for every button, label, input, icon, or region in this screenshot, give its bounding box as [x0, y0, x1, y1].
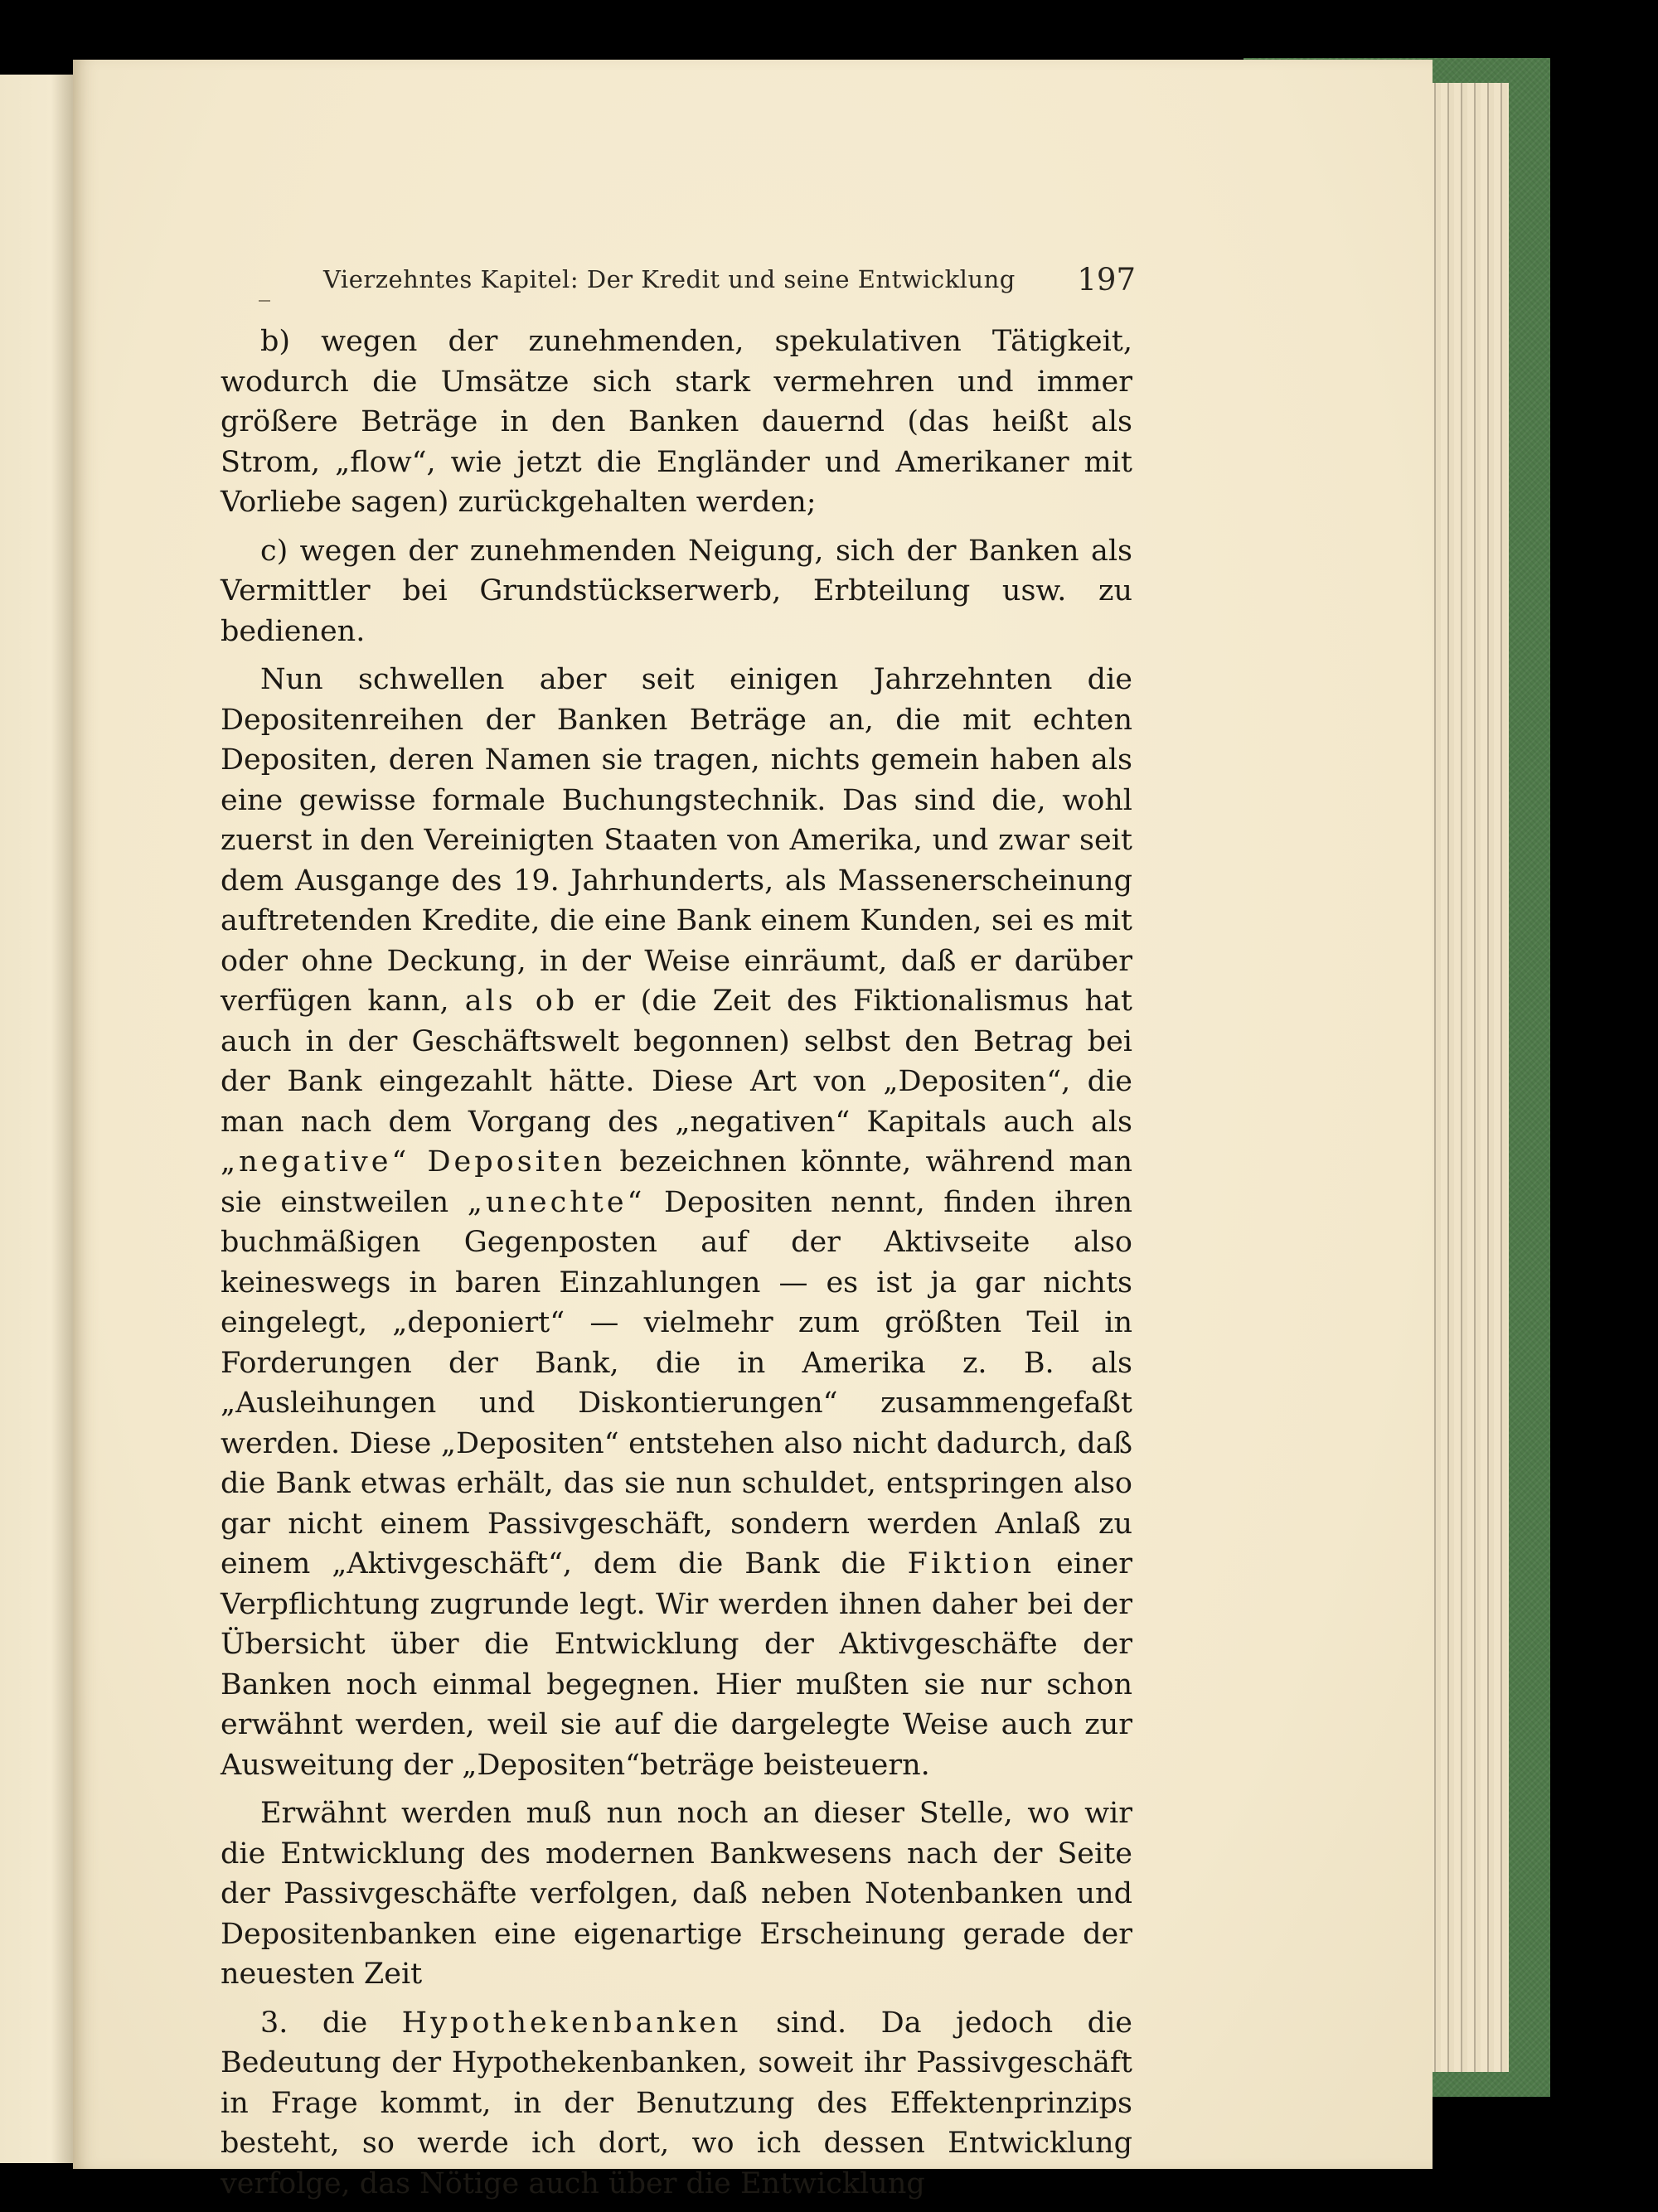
paragraph: [221, 660, 1132, 1785]
margin-mark: [259, 300, 270, 302]
paragraph: [221, 531, 1132, 652]
paragraph: [221, 1793, 1132, 1995]
text-segment: b) wegen der zunehmenden, spekulativen Tätigkeit, wodurch die Umsätze sich stark vermehren und immer größere Beträge in den Banken dauernd (das heißt als Strom, „flow“, wie jetzt die Engländer und Amerikaner mit Vorliebe sagen) zurückgehalten werden;: [221, 325, 1132, 519]
emphasized-text: Hypothekenbanken: [401, 2006, 742, 2040]
text-segment: er (die Zeit des Fiktionalismus hat auch in der Geschäftswelt begonnen) selbst den Betrag bei der Bank eingezahlt hätte. Diese Art von „Depositen“, die man nach dem Vorgang des „negativen“ Kapitals auch als: [221, 985, 1132, 1139]
page-header: [249, 262, 1136, 307]
text-segment: Erwähnt werden muß nun noch an dieser Stelle, wo wir die Entwicklung des modernen Bankwesens nach der Seite der Passivgeschäfte verfolgen, daß neben Notenbanken und Depositenbanken eine eigenartige Erscheinung gerade der neuesten Zeit: [221, 1797, 1132, 1991]
emphasized-text: „negative“ Depositen: [221, 1145, 606, 1179]
text-segment: sind. Da jedoch die Bedeutung der Hypothekenbanken, soweit ihr Passivgeschäft in Frage kommt, in der Benutzung des Effektenprinzips besteht, so werde ich dort, wo ich dessen Entwicklung verfolge, das Nötige auch über die Entwicklung: [221, 2006, 1132, 2200]
paragraph: [221, 2003, 1132, 2205]
running-head: Vierzehntes Kapitel: Der Kredit und seine Entwicklung: [323, 265, 1016, 293]
text-segment: Nun schwellen aber seit einigen Jahrzehnten die Depositenreihen der Banken Beträge an, die mit echten Depositen, deren Namen sie tragen, nichts gemein haben als eine gewisse formale Buchungstechnik. Das sind die, wohl zuerst in den Vereinigten Staaten von Amerika, und zwar seit dem Ausgange des 19. Jahrhunderts, als Massenerscheinung auftretenden Kredite, die eine Bank einem Kunden, sei es mit oder ohne Deckung, in der Weise einräumt, daß er darüber verfügen kann,: [221, 663, 1132, 1018]
text-segment: c) wegen der zunehmenden Neigung, sich der Banken als Vermittler bei Grundstückserwerb, Erbteilung usw. zu bedienen.: [221, 534, 1132, 648]
emphasized-text: als ob: [464, 985, 579, 1018]
text-segment: bezeichnen könnte, während man sie einstweilen: [221, 1145, 1132, 1219]
previous-page-edge: [0, 75, 73, 2163]
text-segment: einer Verpflichtung zugrunde legt. Wir werden ihnen daher bei der Übersicht über die Entwicklung der Aktivgeschäfte der Banken noch einmal begegnen. Hier mußten sie nur schon erwähnt werden, weil sie auf die dargelegte Weise auch zur Ausweitung der „Depositen“beträge beisteuern.: [221, 1547, 1132, 1782]
text-segment: Depositen nennt, finden ihren buchmäßigen Gegenposten auf der Aktivseite also keineswegs in baren Einzahlungen — es ist ja gar nichts eingelegt, „deponiert“ — vielmehr zum größten Teil in Forderungen der Bank, die in Amerika z. B. als „Ausleihungen und Diskontierungen“ zusammengefaßt werden. Diese „Depositen“ entstehen also nicht dadurch, daß die Bank etwas erhält, das sie nun schuldet, entspringen also gar nicht einem Passivgeschäft, sondern werden Anlaß zu einem „Aktivgeschäft“, dem die Bank die: [221, 1185, 1132, 1580]
text-segment: 3. die: [260, 2006, 402, 2040]
page-number: 197: [1077, 262, 1136, 298]
body-text: [221, 322, 1132, 2212]
paragraph: [221, 322, 1132, 523]
emphasized-text: Fiktion: [907, 1547, 1035, 1580]
emphasized-text: „unechte“: [467, 1185, 646, 1219]
